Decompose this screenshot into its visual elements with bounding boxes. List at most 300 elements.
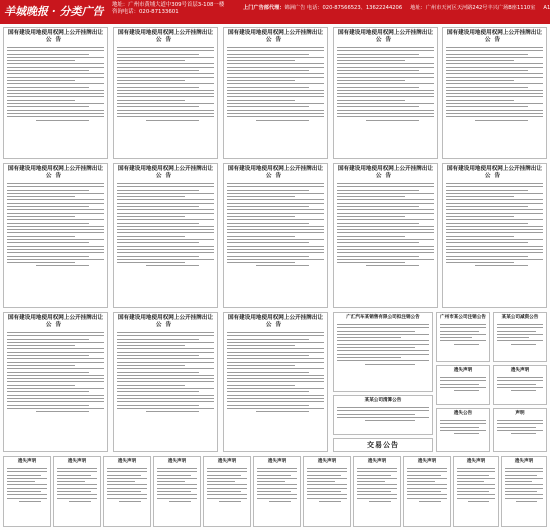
text-line xyxy=(446,193,543,194)
ad-dept-detail: 锦洲广告 电话：020-87566523、13622244206 xyxy=(284,5,403,11)
text-line xyxy=(117,229,214,230)
text-line xyxy=(227,372,309,373)
text-line xyxy=(7,47,104,48)
cell-title: 遗失声明 xyxy=(17,459,37,464)
notice-title: 国有建设用地使用权网上公开挂牌出让 xyxy=(446,30,543,36)
notice-body xyxy=(446,183,543,266)
text-line xyxy=(107,481,135,482)
text-line xyxy=(69,501,91,502)
text-line xyxy=(36,120,89,121)
text-line xyxy=(357,475,391,476)
notice-body xyxy=(7,183,104,266)
text-line xyxy=(7,103,104,104)
text-line xyxy=(227,256,309,257)
text-line xyxy=(7,113,104,114)
liquidation-notice xyxy=(333,395,433,435)
text-line xyxy=(7,332,104,333)
text-line xyxy=(117,226,214,227)
text-line xyxy=(256,265,309,266)
page-header xyxy=(0,0,554,24)
text-line xyxy=(117,256,199,257)
text-line xyxy=(454,344,479,345)
text-line xyxy=(446,93,543,94)
text-line xyxy=(227,219,324,220)
text-line xyxy=(117,252,214,253)
text-line xyxy=(117,365,185,366)
land-auction-notice xyxy=(333,163,438,308)
text-line xyxy=(446,67,543,68)
land-auction-notice xyxy=(442,27,547,159)
notice-subtitle: 公告 xyxy=(265,322,286,328)
text-line xyxy=(337,216,405,217)
notice-title: 国有建设用地使用权网上公开挂牌出让 xyxy=(337,166,434,172)
text-line xyxy=(7,96,104,97)
text-line xyxy=(227,183,324,184)
text-line xyxy=(357,484,397,485)
cell-body xyxy=(407,468,447,502)
text-line xyxy=(446,206,528,207)
text-line xyxy=(227,110,324,111)
text-line xyxy=(227,60,295,61)
text-line xyxy=(505,498,543,499)
small-notice-body xyxy=(497,420,543,434)
text-line xyxy=(337,199,434,200)
text-line xyxy=(117,246,214,247)
text-line xyxy=(117,103,214,104)
text-line xyxy=(337,50,434,51)
text-line xyxy=(117,242,199,243)
text-line xyxy=(446,213,543,214)
text-line xyxy=(7,481,35,482)
text-line xyxy=(446,73,543,74)
text-line xyxy=(117,183,214,184)
land-auction-notice xyxy=(3,163,108,308)
text-line xyxy=(207,491,241,492)
text-line xyxy=(7,362,104,363)
text-line xyxy=(227,362,324,363)
text-line xyxy=(7,239,104,240)
text-line xyxy=(117,113,214,114)
header-phone: 咨询电话：020-87133601 xyxy=(112,9,179,15)
text-line xyxy=(7,196,75,197)
text-line xyxy=(440,331,479,332)
text-line xyxy=(157,498,197,499)
text-line xyxy=(357,494,397,495)
text-line xyxy=(337,193,434,194)
text-line xyxy=(7,213,104,214)
cell-title: 遗失声明 xyxy=(317,459,337,464)
text-line xyxy=(337,223,419,224)
notice-title: 国有建设用地使用权网上公开挂牌出让 xyxy=(7,315,104,321)
text-line xyxy=(337,54,419,55)
text-line xyxy=(257,488,297,489)
small-notice-body xyxy=(440,420,486,434)
notice-subtitle: 公告 xyxy=(45,322,66,328)
cell-title: 遗失声明 xyxy=(417,459,437,464)
text-line xyxy=(505,484,543,485)
text-line xyxy=(7,372,89,373)
text-line xyxy=(7,199,104,200)
text-line xyxy=(505,468,543,469)
text-line xyxy=(457,471,495,472)
text-line xyxy=(117,345,185,346)
text-line xyxy=(7,339,89,340)
text-line xyxy=(227,57,324,58)
text-line xyxy=(337,357,401,358)
text-line xyxy=(7,73,104,74)
notice-subtitle: 公告 xyxy=(484,173,505,179)
small-notice-body xyxy=(337,324,429,365)
trade-notice-header xyxy=(333,438,433,452)
land-auction-notice xyxy=(113,27,218,159)
text-line xyxy=(117,368,214,369)
text-line xyxy=(207,471,247,472)
text-line xyxy=(446,256,528,257)
text-line xyxy=(446,209,543,210)
text-line xyxy=(337,100,405,101)
text-line xyxy=(497,427,536,428)
cell-body xyxy=(7,468,47,502)
cell-body xyxy=(307,468,347,502)
loss-statement xyxy=(3,456,51,527)
text-line xyxy=(337,113,434,114)
text-line xyxy=(446,90,543,91)
text-line xyxy=(117,77,214,78)
text-line xyxy=(117,57,214,58)
text-line xyxy=(457,491,489,492)
text-line xyxy=(146,120,199,121)
text-line xyxy=(337,407,429,408)
text-line xyxy=(7,54,89,55)
loss-statement xyxy=(493,365,547,405)
text-line xyxy=(219,501,241,502)
text-line xyxy=(337,206,419,207)
text-line xyxy=(369,501,391,502)
text-line xyxy=(337,80,405,81)
text-line xyxy=(207,494,247,495)
deregistration-notice xyxy=(333,312,433,392)
text-line xyxy=(107,498,147,499)
text-line xyxy=(337,190,419,191)
text-line xyxy=(117,106,199,107)
text-line xyxy=(457,481,484,482)
text-line xyxy=(227,226,324,227)
cell-body xyxy=(357,468,397,502)
small-notice-title: 某某公司清算公告 xyxy=(364,398,402,403)
text-line xyxy=(7,229,104,230)
edition-number: A16 xyxy=(543,5,554,11)
text-line xyxy=(227,223,309,224)
text-line xyxy=(337,67,434,68)
text-line xyxy=(407,478,447,479)
text-line xyxy=(440,423,486,424)
text-line xyxy=(440,340,486,341)
loss-notice xyxy=(436,408,490,452)
text-line xyxy=(497,334,543,335)
notice-body xyxy=(117,332,214,412)
text-line xyxy=(337,57,434,58)
text-line xyxy=(446,223,528,224)
text-line xyxy=(497,331,536,332)
text-line xyxy=(257,475,291,476)
notice-title: 国有建设用地使用权网上公开挂牌出让 xyxy=(7,166,104,172)
text-line xyxy=(337,252,434,253)
text-line xyxy=(440,327,486,328)
text-line xyxy=(7,63,104,64)
text-line xyxy=(407,471,447,472)
text-line xyxy=(57,488,97,489)
text-line xyxy=(169,501,191,502)
text-line xyxy=(117,388,214,389)
text-line xyxy=(57,475,91,476)
text-line xyxy=(117,348,214,349)
header-address: 地址：广州市黄埔大道中309号首层3-108一楼 xyxy=(112,2,225,8)
text-line xyxy=(7,193,104,194)
land-auction-notice xyxy=(333,27,438,159)
text-line xyxy=(307,484,347,485)
text-line xyxy=(117,342,214,343)
text-line xyxy=(117,196,185,197)
text-line xyxy=(457,494,495,495)
text-line xyxy=(446,183,543,184)
text-line xyxy=(307,468,347,469)
small-notice-title: 遗失声明 xyxy=(510,368,530,373)
text-line xyxy=(227,213,324,214)
land-auction-notice xyxy=(113,163,218,308)
text-line xyxy=(407,475,441,476)
cell-title: 遗失声明 xyxy=(167,459,187,464)
text-line xyxy=(227,190,309,191)
text-line xyxy=(227,242,309,243)
text-line xyxy=(440,384,479,385)
text-line xyxy=(7,183,104,184)
text-line xyxy=(446,77,543,78)
text-line xyxy=(227,113,324,114)
text-line xyxy=(117,110,214,111)
text-line xyxy=(457,498,495,499)
text-line xyxy=(117,193,214,194)
text-line xyxy=(446,60,514,61)
text-line xyxy=(7,335,104,336)
text-line xyxy=(227,232,324,233)
text-line xyxy=(446,80,514,81)
text-line xyxy=(207,488,247,489)
text-line xyxy=(446,100,514,101)
text-line xyxy=(505,494,543,495)
text-line xyxy=(117,259,214,260)
notice-subtitle: 公告 xyxy=(265,173,286,179)
text-line xyxy=(7,232,104,233)
text-line xyxy=(117,408,214,409)
text-line xyxy=(227,193,324,194)
small-notice-title: 广州市某公司注销公告 xyxy=(440,315,486,320)
text-line xyxy=(157,471,197,472)
cell-title: 遗失声明 xyxy=(267,459,287,464)
text-line xyxy=(227,385,295,386)
small-notice-title: 遗失声明 xyxy=(453,368,473,373)
text-line xyxy=(117,67,214,68)
text-line xyxy=(157,488,197,489)
text-line xyxy=(227,90,324,91)
small-notice-body xyxy=(440,324,486,345)
text-line xyxy=(337,93,434,94)
text-line xyxy=(457,475,489,476)
text-line xyxy=(337,236,405,237)
text-line xyxy=(227,96,324,97)
text-line xyxy=(7,203,104,204)
text-line xyxy=(227,93,324,94)
text-line xyxy=(497,430,543,431)
text-line xyxy=(117,339,199,340)
text-line xyxy=(7,242,89,243)
text-line xyxy=(117,395,214,396)
text-line xyxy=(117,385,185,386)
deregistration-notice xyxy=(436,312,490,362)
text-line xyxy=(7,498,47,499)
text-line xyxy=(117,375,214,376)
text-line xyxy=(7,190,89,191)
text-line xyxy=(117,47,214,48)
text-line xyxy=(307,494,347,495)
small-notice-body xyxy=(497,377,543,391)
text-line xyxy=(337,410,429,411)
notice-body xyxy=(446,47,543,121)
text-line xyxy=(505,478,543,479)
text-line xyxy=(7,395,104,396)
text-line xyxy=(7,262,75,263)
text-line xyxy=(446,219,543,220)
text-line xyxy=(227,388,324,389)
text-line xyxy=(157,484,197,485)
loss-statement xyxy=(501,456,547,527)
text-line xyxy=(337,213,434,214)
cell-body xyxy=(207,468,247,502)
text-line xyxy=(117,83,214,84)
text-line xyxy=(117,352,214,353)
text-line xyxy=(7,398,104,399)
text-line xyxy=(117,362,214,363)
text-line xyxy=(227,70,309,71)
cell-title: 遗失声明 xyxy=(514,459,534,464)
text-line xyxy=(7,494,47,495)
text-line xyxy=(7,106,89,107)
text-line xyxy=(454,390,479,391)
text-line xyxy=(117,391,199,392)
text-line xyxy=(157,478,197,479)
text-line xyxy=(117,87,199,88)
text-line xyxy=(7,87,89,88)
statement-notice xyxy=(493,408,547,452)
text-line xyxy=(446,116,543,117)
land-auction-notice xyxy=(223,163,328,308)
text-line xyxy=(207,498,247,499)
text-line xyxy=(207,478,247,479)
text-line xyxy=(337,327,429,328)
text-line xyxy=(117,398,214,399)
text-line xyxy=(337,226,434,227)
land-auction-notice xyxy=(3,312,108,452)
notice-subtitle: 公告 xyxy=(155,173,176,179)
text-line xyxy=(337,347,415,348)
text-line xyxy=(505,488,543,489)
text-line xyxy=(419,501,441,502)
text-line xyxy=(227,342,324,343)
text-line xyxy=(337,417,429,418)
text-line xyxy=(157,491,191,492)
text-line xyxy=(497,337,529,338)
text-line xyxy=(227,203,324,204)
text-line xyxy=(227,335,324,336)
text-line xyxy=(57,491,91,492)
text-line xyxy=(497,340,543,341)
text-line xyxy=(7,475,41,476)
text-line xyxy=(366,265,419,266)
text-line xyxy=(337,337,401,338)
text-line xyxy=(457,488,495,489)
text-line xyxy=(457,468,495,469)
text-line xyxy=(7,223,89,224)
text-line xyxy=(446,110,543,111)
text-line xyxy=(407,484,447,485)
text-line xyxy=(446,216,514,217)
text-line xyxy=(117,249,214,250)
notice-subtitle: 公告 xyxy=(45,173,66,179)
cell-body xyxy=(505,468,543,502)
loss-statement xyxy=(453,456,499,527)
notice-subtitle: 公告 xyxy=(155,37,176,43)
text-line xyxy=(337,360,429,361)
ad-dept-address: 地址：广州市天河区天河路242号丰兴广场B座1110室 xyxy=(410,5,536,11)
text-line xyxy=(227,355,309,356)
text-line xyxy=(117,190,199,191)
text-line xyxy=(497,324,543,325)
text-line xyxy=(257,481,285,482)
loss-statement xyxy=(353,456,401,527)
text-line xyxy=(7,381,104,382)
text-line xyxy=(207,468,247,469)
text-line xyxy=(337,340,429,341)
text-line xyxy=(117,223,199,224)
text-line xyxy=(7,342,104,343)
text-line xyxy=(7,90,104,91)
text-line xyxy=(117,213,214,214)
text-line xyxy=(337,256,419,257)
text-line xyxy=(227,391,309,392)
text-line xyxy=(468,501,489,502)
text-line xyxy=(257,471,297,472)
text-line xyxy=(227,47,324,48)
text-line xyxy=(117,80,185,81)
text-line xyxy=(357,491,391,492)
text-line xyxy=(337,334,429,335)
notice-body xyxy=(117,47,214,121)
text-line xyxy=(337,414,415,415)
text-line xyxy=(7,348,104,349)
text-line xyxy=(7,252,104,253)
text-line xyxy=(337,87,419,88)
text-line xyxy=(366,120,419,121)
text-line xyxy=(7,110,104,111)
text-line xyxy=(227,77,324,78)
text-line xyxy=(407,488,447,489)
text-line xyxy=(505,475,537,476)
text-line xyxy=(446,236,514,237)
text-line xyxy=(7,70,89,71)
text-line xyxy=(407,491,441,492)
text-line xyxy=(227,73,324,74)
text-line xyxy=(440,430,486,431)
text-line xyxy=(7,471,47,472)
